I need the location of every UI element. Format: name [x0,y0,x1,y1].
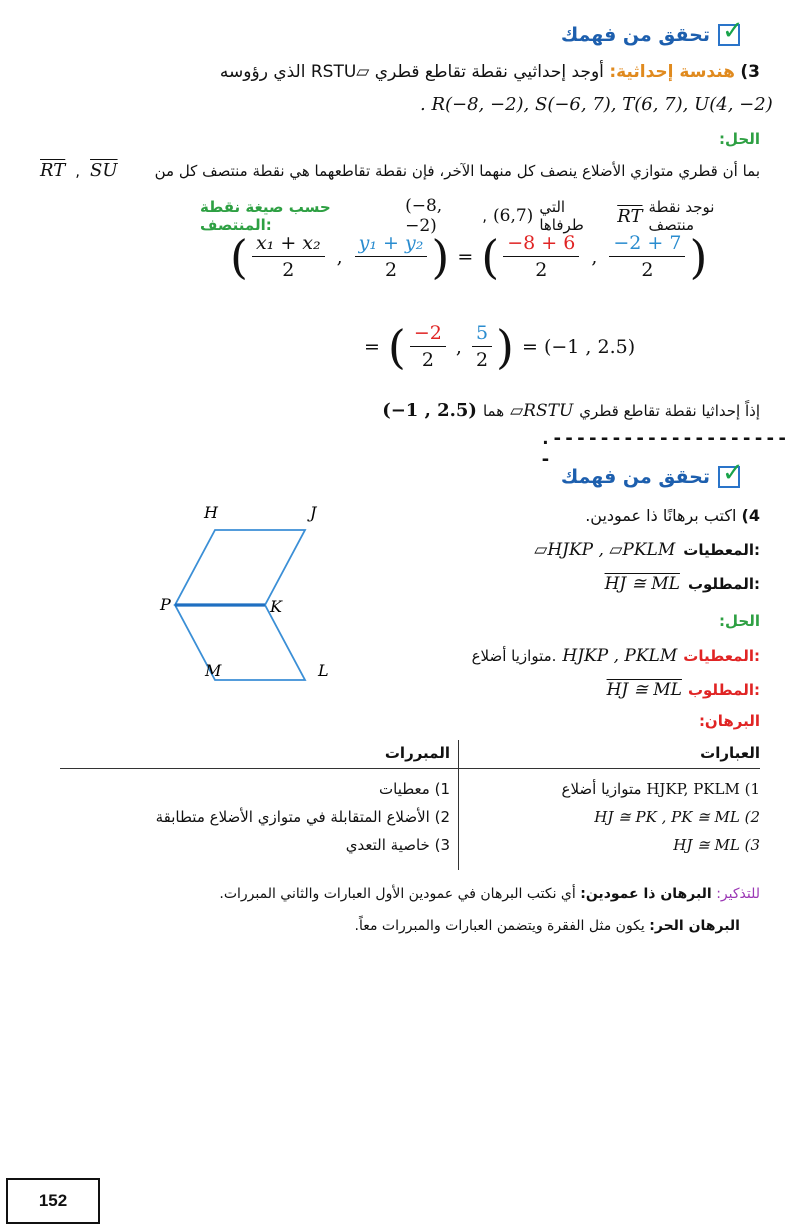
given-suffix: متوازيا أضلاع. [471,647,557,665]
vertex-k: K [270,597,282,616]
vertex-m: M [205,661,222,680]
statement-2: 2) HJ ≅ PK , PK ≅ ML [594,808,760,826]
parallelogram-pklm [175,605,305,680]
parallelogram-hjkp [175,530,305,605]
vertex-p: P [160,595,171,614]
segment-su: $\overline{SU}$ [90,160,118,181]
proof-label: البرهان: [698,712,760,730]
proof-table-horizontal-divider [60,768,760,769]
result-point: = (−1 , 2.5) [521,335,636,358]
q3-line2-b: التي طرفاها [539,198,584,234]
fraction-y: $\frac{\text{y₁ + y₂}}{2}$ [355,232,428,281]
q3-number: 3) [740,62,760,82]
q3-statement [40,62,760,82]
q3-points: . R(−8, −2), S(−6, 7), T(6, 7), U(4, −2) [420,94,773,115]
endpoint-1: (6,7) [493,206,534,226]
q3-solution-line1: $\overline{RT}$ , $\overline{SU}$ بما أن قطري متوازي الأضلاع ينصف كل منهما الآخر، فإن نقطة تقاطعهما هي نقطة منتصف كل من [40,160,760,181]
fraction-y-values: $\frac{-2 + 7}{2}$ [609,232,685,281]
q4-solution-given [380,646,760,666]
midpoint-formula: ( $\frac{\text{x₁ + x₂}}{2}$ , $\frac{\text{y₁ + y₂}}{2}$ ) = ( $\frac{-8 + 6}{2}$ , $\frac{-2 + 7}{2}$ ) [230,229,708,284]
reason-2: 2) الأضلاع المتقابلة في متوازي الأضلاع متطابقة [155,808,450,826]
q3-line2-a: نوجد نقطة منتصف [648,198,715,234]
q4-given-label: المعطيات: [683,541,760,559]
q4-prove-value: HJ ≅ ML [604,574,680,594]
statement-1: 1) HJKP, PKLM متوازيا أضلاع [561,780,760,798]
midpoint-formula-label: حسب صيغة نقطة المنتصف: [200,198,331,234]
proof-table [60,740,760,870]
segment-rt-2: $\overline{RT}$ [617,205,643,227]
checkbox-icon: ✓ [718,24,740,46]
fraction-result-x: $\frac{-2}{2}$ [410,322,446,371]
reminder-line-2 [40,918,740,934]
prove-text: HJ ≅ ML [606,680,682,700]
paragraph-proof-label: البرهان الحر: [649,918,740,934]
prove-label: المطلوب: [687,681,760,699]
fraction-x: $\frac{\text{x₁ + x₂}}{2}$ [252,232,325,281]
q4-given-value: ▱HJKP , ▱PKLM [534,540,676,560]
fraction-x-values: $\frac{-8 + 6}{2}$ [503,232,579,281]
q3-solution-text1: بما أن قطري متوازي الأضلاع ينصف كل منهما الآخر، فإن نقطة تقاطعهما هي نقطة منتصف كل من [154,161,760,180]
check-title: تحقق من فهمك [560,24,710,46]
paragraph-proof-text: يكون مثل الفقرة ويتضمن العبارات والمبررات معاً. [354,918,645,934]
vertex-h: H [204,503,218,522]
q4-given [480,540,760,560]
check-understanding-heading-1 [560,16,744,46]
vertex-j: J [310,503,317,522]
checkbox-icon-2: ✓ [718,466,740,488]
given-label: المعطيات: [683,647,760,665]
q4-solution-prove [480,680,760,700]
conclusion-b: هما [482,401,505,420]
fraction-result-y: $\frac{5}{2}$ [472,322,492,371]
separator-dashes: .--------------------- [540,428,789,470]
q3-topic: هندسة إحداثية: [609,62,735,82]
q4-prove [480,574,760,594]
vertex-l: L [318,661,329,680]
page-number: 152 [6,1178,100,1224]
q4-number: 4) [741,506,760,525]
segment-rt: $\overline{RT}$ [40,160,66,181]
q4-prove-label: المطلوب: [687,575,760,593]
reminder-label: للتذكير: [716,886,760,902]
reason-3: 3) خاصية التعدي [345,836,450,854]
head-reasons: المبررات [384,744,450,762]
endpoint-2: (−8, −2) [405,196,443,236]
parallelogram-figure [160,500,330,690]
proof-table-vertical-divider [458,740,459,870]
conclusion-shape: ▱RSTU [510,400,574,421]
solution-label-q3: الحل: [719,130,760,148]
two-column-proof-text: أي نكتب البرهان في عمودين الأول العبارات والثاني المبررات. [219,886,576,902]
head-statements: العبارات [700,744,760,762]
check-title-2: تحقق من فهمك [560,466,710,488]
given-text: HJKP , PKLM [562,646,678,666]
q3-solution-line2: حسب صيغة نقطة المنتصف: (−8, −2) , (6,7) التي طرفاها $\overline{RT}$ نوجد نقطة منتصف [200,196,760,236]
q4-text: اكتب برهانًا ذا عمودين. [585,506,737,525]
q4-statement [585,506,760,525]
midpoint-result: = ( $\frac{-2}{2}$ , $\frac{5}{2}$ ) = (−1 , 2.5) [364,319,636,374]
conclusion-a: إذاً إحداثيا نقطة تقاطع قطري [579,401,760,420]
statement-3: 3) HJ ≅ ML [673,836,760,854]
reminder-line-1 [40,886,760,902]
reason-1: 1) معطيات [379,780,450,798]
conclusion-point: (−1 , 2.5) [382,400,477,421]
check-understanding-heading-2 [560,458,744,488]
q3-conclusion [380,400,760,421]
solution-label-q4: الحل: [719,612,760,630]
two-column-proof-label: البرهان ذا عمودين: [580,886,712,902]
q3-text: أوجد إحداثيي نقطة تقاطع قطري ▱RSTU الذي رؤوسه [219,62,604,82]
